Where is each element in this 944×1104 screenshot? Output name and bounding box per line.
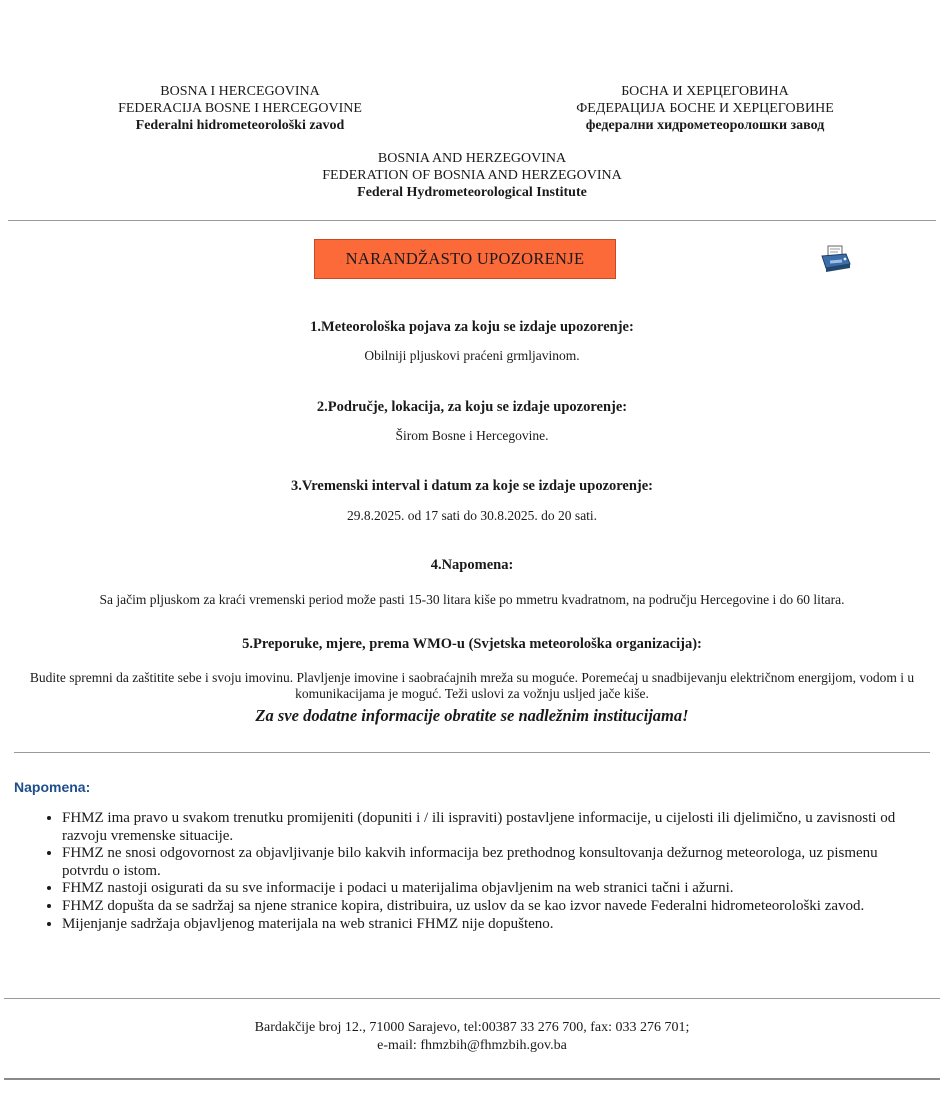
footer-divider-top <box>4 998 940 999</box>
notes-item: • FHMZ ne snosi odgovornost za objavljivanje bilo kakvih informacija bez prethodnog konsultovanja dežurnog meteorologa, uz pismenu potvrdu o istom. <box>62 845 922 880</box>
header-left-line2: FEDERACIJA BOSNE I HERCEGOVINE <box>118 101 362 116</box>
header-center-line2: FEDERATION OF BOSNIA AND HERZEGOVINA <box>322 168 622 183</box>
section-3-text: 29.8.2025. od 17 sati do 30.8.2025. do 20 sati. <box>346 508 598 523</box>
header-divider <box>8 220 936 221</box>
content-divider <box>14 752 930 753</box>
header-latin-block <box>100 83 380 134</box>
notes-list <box>36 810 922 933</box>
warning-level-badge: NARANDŽASTO UPOZORENJE <box>314 239 616 279</box>
section-4-text: Sa jačim pljuskom za kraći vremenski period može pasti 15-30 litara kiše po mmetru kvadratnom, na području Hercegovine i do 60 litara. <box>99 592 845 607</box>
section-2-text: Širom Bosne i Hercegovine. <box>395 428 549 443</box>
section-5-title: 5.Preporuke, mjere, prema WMO-u (Svjetska meteorološka organizacija): <box>242 636 702 652</box>
section-2-title: 2.Područje, lokacija, za koju se izdaje upozorenje: <box>316 399 628 415</box>
header-center-institute: Federal Hydrometeorological Institute <box>357 185 587 200</box>
footer-address: Bardakčije broj 12., 71000 Sarajevo, tel:00387 33 276 700, fax: 033 276 701; <box>254 1020 690 1035</box>
section-1-text: Obilniji pljuskovi praćeni grmljavinom. <box>364 348 580 363</box>
header-left-line1: BOSNA I HERCEGOVINA <box>160 84 320 99</box>
footer-divider-bottom <box>4 1078 940 1080</box>
notes-heading: Napomena: <box>14 779 91 795</box>
header-english-block <box>272 150 672 201</box>
section-4-title: 4.Napomena: <box>430 557 514 573</box>
header-center-line1: BOSNIA AND HERZEGOVINA <box>377 151 567 166</box>
section-3-title: 3.Vremenski interval i datum za koje se izdaje upozorenje: <box>290 478 654 494</box>
section-1-title: 1.Meteorološka pojava za koju se izdaje upozorenje: <box>310 319 634 335</box>
notes-item: • FHMZ dopušta da se sadržaj sa njene stranice kopira, distribuira, uz uslov da se kao izvor navede Federalni hidrometeorološki zavod. <box>62 898 922 916</box>
notes-item: • Mijenjanje sadržaja objavljenog materijala na web stranici FHMZ nije dopušteno. <box>62 916 922 934</box>
section-5-emphasis: Za sve dodatne informacije obratite se nadležnim institucijama! <box>255 706 689 725</box>
header-right-line2: ФЕДЕРАЦИЈА БОСНЕ И ХЕРЦЕГОВИНЕ <box>576 101 834 116</box>
footer-email[interactable]: e-mail: fhmzbih@fhmzbih.gov.ba <box>377 1038 567 1053</box>
header-cyrillic-block <box>550 83 860 134</box>
header-right-institute: федерални хидрометеоролошки завод <box>585 118 825 133</box>
notes-item: • FHMZ nastoji osigurati da su sve informacije i podaci u materijalima objavljenim na web stranici tačni i ažurni. <box>62 880 922 898</box>
printer-icon[interactable] <box>818 244 852 274</box>
header-left-institute: Federalni hidrometeorološki zavod <box>135 118 345 133</box>
footer <box>0 1019 944 1055</box>
section-5-text: Budite spremni da zaštitite sebe i svoju imovinu. Plavljenje imovine i saobraćajnih mreža su moguće. Poremećaj u snadbijevanju električnom energijom, vodom i u komunikacijama je moguć. Teži uslovi za vožnju usljed jače kiše. <box>29 670 915 701</box>
notes-item: • FHMZ ima pravo u svakom trenutku promijeniti (dopuniti i / ili ispraviti) postavljene informacije, u cijelosti ili djelimično, u zavisnosti od razvoju vremenske situacije. <box>62 810 922 845</box>
header-right-line1: БОСНА И ХЕРЦЕГОВИНА <box>621 84 789 99</box>
